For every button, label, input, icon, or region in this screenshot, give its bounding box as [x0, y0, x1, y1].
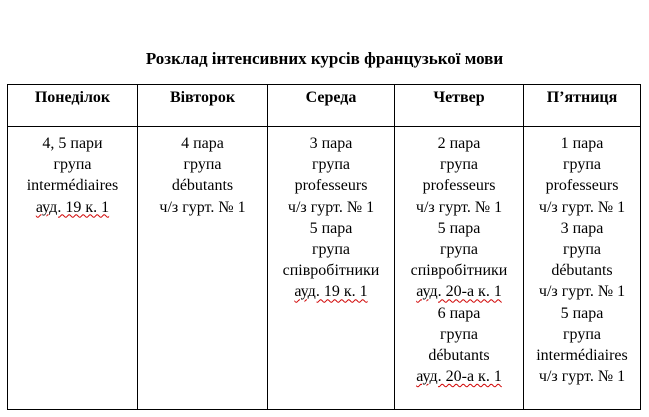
cell-line: professeurs: [422, 177, 496, 195]
cell-line: ч/з гурт. № 1: [538, 198, 626, 216]
cell-line: група: [311, 241, 350, 259]
header-thursday: Четвер: [395, 85, 524, 127]
cell-line: 4, 5 пари: [42, 135, 103, 152]
cell-line: 6 пара: [437, 304, 481, 322]
cell-line: співробітники: [410, 262, 508, 280]
cell-thursday: [395, 127, 524, 410]
schedule-table: [7, 84, 641, 410]
document-title: Розклад інтенсивних курсів французької мови: [145, 49, 504, 68]
cell-line: professeurs: [545, 177, 619, 195]
cell-line: 5 пара: [560, 304, 604, 322]
cell-line: ч/з гурт. № 1: [415, 198, 503, 216]
cell-line: група: [439, 325, 478, 343]
cell-monday: [8, 127, 138, 410]
cell-line: група: [183, 156, 222, 174]
cell-line: intermédiaires: [26, 177, 119, 195]
cell-line: група: [562, 325, 601, 343]
cell-line: 5 пара: [309, 219, 353, 237]
cell-line: група: [311, 156, 350, 174]
cell-line: група: [439, 241, 478, 259]
header-wednesday: Середа: [268, 85, 395, 127]
cell-line: débutants: [428, 347, 490, 365]
header-friday: П’ятниця: [524, 85, 641, 127]
cell-wednesday: [268, 127, 395, 410]
cell-line: ауд. 19 к. 1: [35, 198, 110, 216]
cell-friday: [524, 127, 641, 410]
cell-line: 4 пара: [181, 135, 224, 152]
cell-line: група: [53, 156, 92, 174]
cell-line: ч/з гурт. № 1: [538, 368, 626, 386]
cell-line: співробітники: [282, 262, 380, 280]
cell-tuesday: [138, 127, 268, 410]
cell-line: 3 пара: [560, 219, 604, 237]
cell-line: ч/з гурт. № 1: [287, 198, 375, 216]
cell-line: 2 пара: [437, 135, 481, 152]
cell-line: débutants: [551, 262, 613, 280]
cell-line: ауд. 20-а к. 1: [416, 283, 502, 301]
cell-line: ауд. 20-а к. 1: [416, 368, 502, 386]
header-monday: Понеділок: [8, 85, 138, 127]
cell-line: 3 пара: [309, 135, 353, 152]
cell-line: professeurs: [294, 177, 368, 195]
cell-line: група: [562, 156, 601, 174]
cell-line: 1 пара: [560, 135, 604, 152]
header-row: [8, 85, 641, 127]
cell-line: ч/з гурт. № 1: [159, 198, 246, 216]
cell-line: intermédiaires: [536, 347, 628, 365]
cell-line: ауд. 19 к. 1: [294, 283, 368, 301]
cell-line: ч/з гурт. № 1: [538, 283, 626, 301]
schedule-row: [8, 127, 641, 410]
cell-line: група: [562, 241, 601, 259]
cell-line: 5 пара: [437, 219, 481, 237]
cell-line: група: [439, 156, 478, 174]
header-tuesday: Вівторок: [138, 85, 268, 127]
cell-line: débutants: [171, 177, 234, 195]
